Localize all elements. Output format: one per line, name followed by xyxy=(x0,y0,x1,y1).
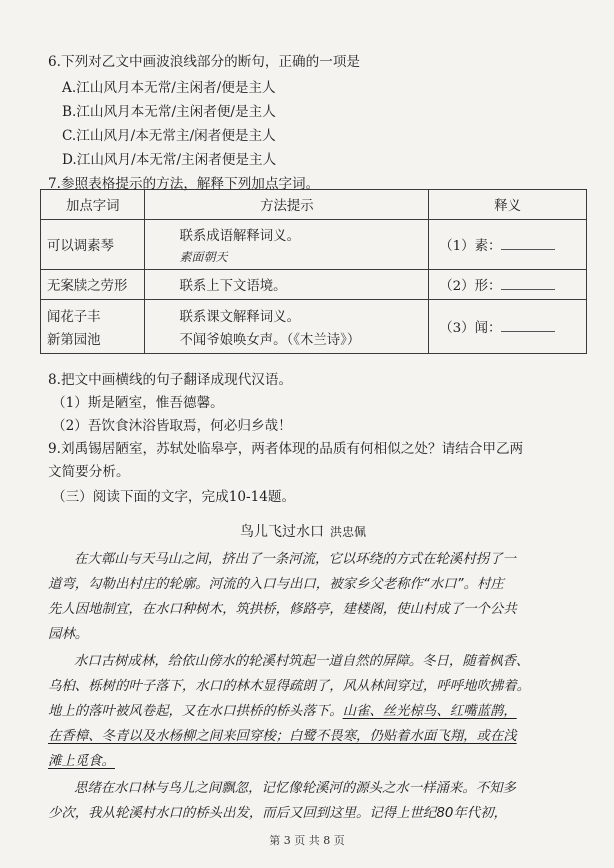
question-6-option-b: B.江山风月本无常/主闲者便/是主人 xyxy=(62,104,276,120)
page-footer: 第 3 页 共 8 页 xyxy=(269,834,345,847)
row2-method: 联系上下文语境。 xyxy=(145,270,429,300)
row1-method: 联系成语解释词义。 素面朝天 xyxy=(145,220,429,270)
question-8-stem: 8.把文中画横线的句子翻译成现代汉语。 xyxy=(48,372,293,388)
question-6-stem: 6.下列对乙文中画波浪线部分的断句，正确的一项是 xyxy=(48,54,361,70)
row2-word: 无案牍之劳形 xyxy=(41,270,145,300)
passage-line: 思绪在水口林与鸟儿之间飘忽，记忆像轮溪河的源头之水一样涌来。不知多 xyxy=(74,781,516,796)
method-hint-table xyxy=(40,189,587,354)
passage-line: 在香樟、冬青以及水杨柳之间来回穿梭；白鹭不畏寒，仍贴着水面飞翔，或在浅 xyxy=(48,729,517,744)
answer-blank[interactable] xyxy=(501,238,555,250)
row1-answer: （1）素： xyxy=(429,220,587,270)
question-9-line-1: 9.刘禹锡居陋室，苏轼处临皋亭，两者体现的品质有何相似之处？请结合甲乙两 xyxy=(48,441,524,457)
table-row xyxy=(41,220,587,270)
passage-line: 先人因地制宜，在水口种树木，筑拱桥，修路亭，建楼阁，使山村成了一个公共 xyxy=(48,602,517,617)
table-header-row xyxy=(41,190,587,220)
underlined-sentence: 山雀、丝光椋鸟、红嘴蓝鹊， xyxy=(342,704,517,719)
row3-note: 不闻爷娘唤女声。（《木兰诗》） xyxy=(179,332,361,348)
passage-line: 少次，我从轮溪村水口的桥头出发，而后又回到这里。记得上世纪80年代初， xyxy=(48,806,507,821)
question-6-option-a: A.江山风月本无常/主闲者/便是主人 xyxy=(62,80,276,96)
passage-title: 鸟儿飞过水口 洪忠佩 xyxy=(240,524,367,540)
row3-word: 闻花子丰 新第园池 xyxy=(41,300,145,354)
question-8-item-2: （2）吾饮食沐浴皆取焉，何必归乡哉！ xyxy=(52,418,292,434)
passage-line: 地上的落叶被风卷起，又在水口拱桥的桥头落下。山雀、丝光椋鸟、红嘴蓝鹊， xyxy=(48,704,517,719)
question-6-option-c: C.江山风月/本无常主/闲者便是主人 xyxy=(62,128,276,144)
question-8-item-1: （1）斯是陋室，惟吾德馨。 xyxy=(52,395,224,411)
row1-word: 可以调素琴 xyxy=(41,220,145,270)
passage-author: 洪忠佩 xyxy=(330,525,367,539)
row3-answer: （3）闻： xyxy=(429,300,587,354)
passage-line: 滩上觅食。 xyxy=(48,754,115,769)
passage-line: 园林。 xyxy=(48,627,89,642)
question-9-line-2: 文简要分析。 xyxy=(48,464,130,480)
section-3-intro: （三）阅读下面的文字，完成10-14题。 xyxy=(52,489,296,505)
row2-answer: （2）形： xyxy=(429,270,587,300)
answer-blank[interactable] xyxy=(501,278,555,290)
passage-line: 乌桕、栎树的叶子落下，水口的林木显得疏朗了，风从林间穿过，呼呼地吹拂着。 xyxy=(48,679,531,694)
header-method: 方法提示 xyxy=(145,190,429,220)
question-6-option-d: D.江山风月/本无常/主闲者便是主人 xyxy=(62,152,277,168)
row1-note: 素面朝天 xyxy=(179,249,228,264)
passage-line: 水口古树成林，给依山傍水的轮溪村筑起一道自然的屏障。冬日，随着枫香、 xyxy=(74,654,530,669)
row3-method: 联系课文解释词义。 不闻爷娘唤女声。（《木兰诗》） xyxy=(145,300,429,354)
table-row xyxy=(41,300,587,354)
header-meaning: 释义 xyxy=(429,190,587,220)
passage-line: 道弯，勾勒出村庄的轮廓。河流的入口与出口，被家乡父老称作“水口”。村庄 xyxy=(48,577,504,592)
answer-blank[interactable] xyxy=(501,320,555,332)
question-7-stem: 7.参照表格提示的方法，解释下列加点字词。 xyxy=(48,176,320,192)
passage-line: 在大鄣山与天马山之间，挤出了一条河流，它以环绕的方式在轮溪村拐了一 xyxy=(74,552,516,567)
header-word: 加点字词 xyxy=(41,190,145,220)
table-row xyxy=(41,270,587,300)
